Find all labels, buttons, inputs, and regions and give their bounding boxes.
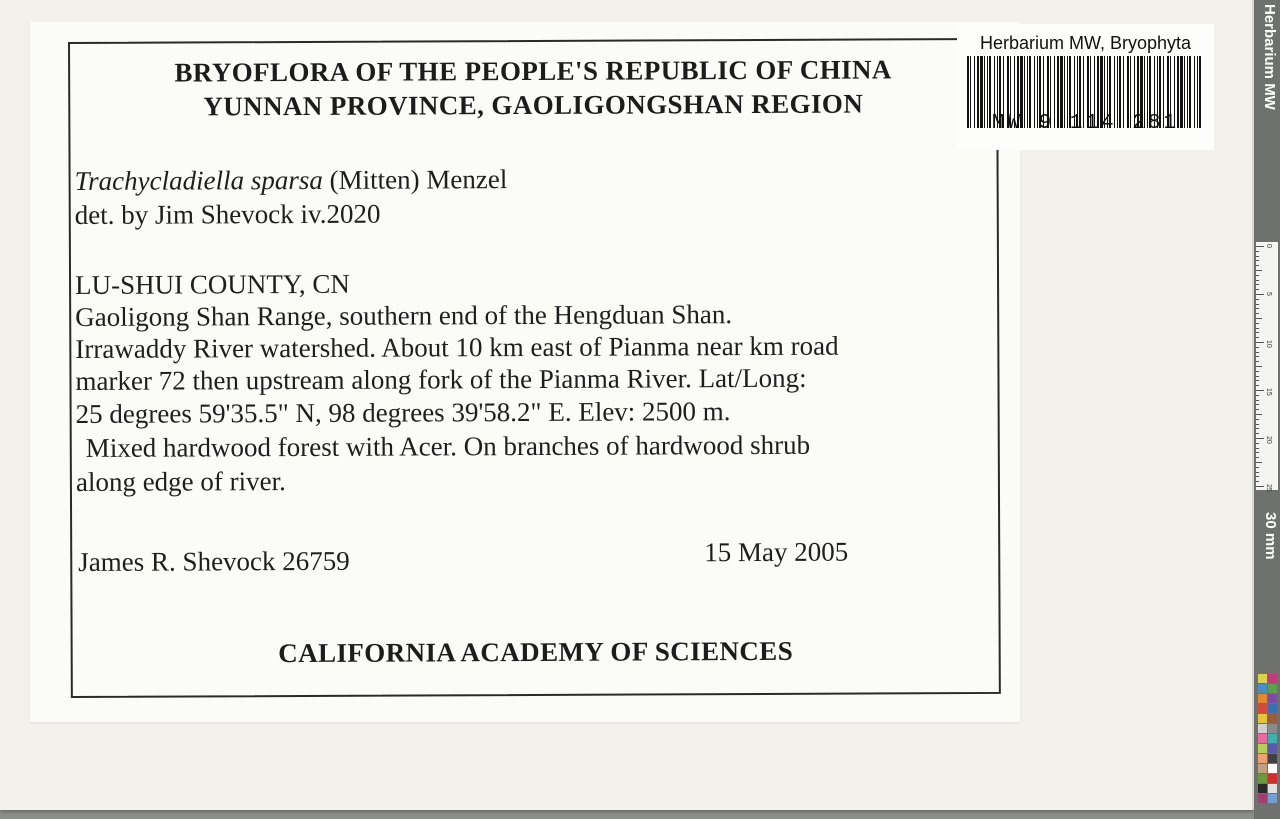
ruler-tick	[1256, 400, 1259, 401]
ruler-tick-label: 5	[1265, 292, 1272, 296]
ruler-tick	[1256, 419, 1259, 420]
color-swatch	[1258, 694, 1267, 703]
ruler-tick	[1256, 284, 1259, 285]
ruler-tick	[1256, 433, 1259, 434]
ruler-tick-label: 25	[1265, 484, 1272, 492]
ruler-tick	[1256, 486, 1264, 487]
ruler-tick	[1256, 380, 1259, 381]
determination: det. by Jim Shevock iv.2020	[74, 198, 381, 230]
color-swatch	[1268, 704, 1277, 713]
ruler-tick	[1256, 424, 1259, 425]
institution-footer: CALIFORNIA ACADEMY OF SCIENCES	[278, 635, 794, 669]
taxon-name: Trachycladiella sparsa	[74, 164, 323, 196]
ruler-tick-label: 0	[1265, 244, 1272, 248]
color-swatch	[1268, 714, 1277, 723]
ruler-tick	[1256, 294, 1264, 295]
color-swatch	[1268, 724, 1277, 733]
color-swatch	[1268, 684, 1277, 693]
barcode-title: Herbarium MW, Bryophyta	[979, 33, 1192, 53]
label-header-line2: YUNNAN PROVINCE, GAOLIGONGSHAN REGION	[203, 88, 864, 122]
ruler-tick	[1256, 414, 1262, 415]
color-swatch	[1258, 704, 1267, 713]
ruler-tick	[1256, 260, 1259, 261]
locality-line: along edge of river.	[75, 466, 286, 497]
ruler-tick	[1256, 481, 1259, 482]
locality-line: Irrawaddy River watershed. About 10 km east of Pianma near km road	[75, 330, 839, 364]
ruler-tick	[1256, 347, 1259, 348]
color-swatch	[1258, 724, 1267, 733]
color-swatch	[1258, 774, 1267, 783]
ruler-tick	[1256, 275, 1259, 276]
ruler-tick	[1256, 313, 1259, 314]
ruler-tick	[1256, 371, 1259, 372]
ruler-tick	[1256, 289, 1259, 290]
color-swatch	[1258, 674, 1267, 683]
ruler-tick	[1256, 448, 1259, 449]
ruler-tick	[1256, 299, 1259, 300]
label-frame	[68, 38, 1001, 698]
ruler-tick	[1256, 280, 1259, 281]
color-swatch	[1268, 784, 1277, 793]
taxon-author: (Mitten) Menzel	[322, 164, 508, 195]
ruler-tick	[1256, 385, 1259, 386]
county: LU-SHUI COUNTY, CN	[74, 268, 350, 300]
locality-line: Gaoligong Shan Range, southern end of the Hengduan Shan.	[75, 299, 733, 332]
taxon-line	[75, 164, 508, 197]
ruler-tick	[1256, 404, 1259, 405]
ruler-tick	[1256, 318, 1262, 319]
ruler-tick	[1256, 361, 1259, 362]
ruler-tick	[1256, 342, 1264, 343]
ruler-tick-label: 20	[1265, 436, 1272, 444]
color-swatch	[1268, 694, 1277, 703]
color-swatch	[1258, 794, 1267, 803]
color-swatch	[1258, 714, 1267, 723]
locality-line: 25 degrees 59'35.5" N, 98 degrees 39'58.2" E. Elev: 2500 m.	[75, 396, 731, 429]
ruler-tick	[1256, 438, 1264, 439]
color-swatch	[1258, 764, 1267, 773]
ruler-tick-label: 10	[1265, 340, 1272, 348]
color-swatch	[1258, 754, 1267, 763]
color-swatch	[1268, 734, 1277, 743]
ruler-tick	[1256, 332, 1259, 333]
color-swatch	[1258, 744, 1267, 753]
ruler-tick	[1256, 256, 1259, 257]
ruler-tick-label: 15	[1265, 388, 1272, 396]
collection-date: 15 May 2005	[704, 536, 849, 568]
ruler-tick	[1256, 265, 1259, 266]
ruler-tick	[1256, 246, 1264, 247]
label-header-line1: BRYOFLORA OF THE PEOPLE'S REPUBLIC OF CHINA	[174, 54, 892, 88]
locality-line: Mixed hardwood forest with Acer. On branches of hardwood shrub	[85, 429, 811, 463]
collector: James R. Shevock 26759	[78, 545, 350, 577]
ruler-tick	[1256, 476, 1259, 477]
barcode-label	[957, 24, 1214, 150]
color-swatch	[1268, 674, 1277, 683]
color-swatch	[1268, 764, 1277, 773]
ruler-tick	[1256, 352, 1259, 353]
ruler-tick	[1256, 337, 1259, 338]
locality-line: marker 72 then upstream along fork of the Pianma River. Lat/Long:	[75, 362, 807, 396]
ruler-tick	[1256, 270, 1262, 271]
scale-label: 30 mm	[1262, 512, 1279, 560]
ruler-tick	[1256, 376, 1259, 377]
ruler-tick	[1256, 304, 1259, 305]
color-swatch	[1268, 744, 1277, 753]
specimen-label	[30, 22, 1020, 722]
ruler-tick	[1256, 328, 1259, 329]
ruler-tick	[1256, 452, 1259, 453]
color-swatch	[1268, 754, 1277, 763]
color-swatch	[1258, 684, 1267, 693]
ruler-tick	[1256, 443, 1259, 444]
ruler-tick	[1256, 428, 1259, 429]
color-calibration-chart	[1258, 674, 1278, 814]
color-swatch	[1258, 784, 1267, 793]
ruler-tick	[1256, 467, 1259, 468]
ruler-tick	[1256, 366, 1262, 367]
ruler-tick	[1256, 308, 1259, 309]
color-swatch	[1268, 774, 1277, 783]
ruler-tick	[1256, 472, 1259, 473]
ruler-tick	[1256, 462, 1262, 463]
barcode-number: MW 9 114 281	[991, 112, 1180, 135]
ruler-tick	[1256, 390, 1264, 391]
ruler-tick	[1256, 251, 1259, 252]
ruler-tick	[1256, 457, 1259, 458]
color-swatch	[1258, 734, 1267, 743]
ruler-tick	[1256, 323, 1259, 324]
ruler-tick	[1256, 395, 1259, 396]
side-strip-label: Herbarium MW	[1261, 4, 1278, 110]
scale-ruler	[1256, 242, 1278, 490]
color-swatch	[1268, 794, 1277, 803]
ruler-tick	[1256, 356, 1259, 357]
ruler-tick	[1256, 409, 1259, 410]
